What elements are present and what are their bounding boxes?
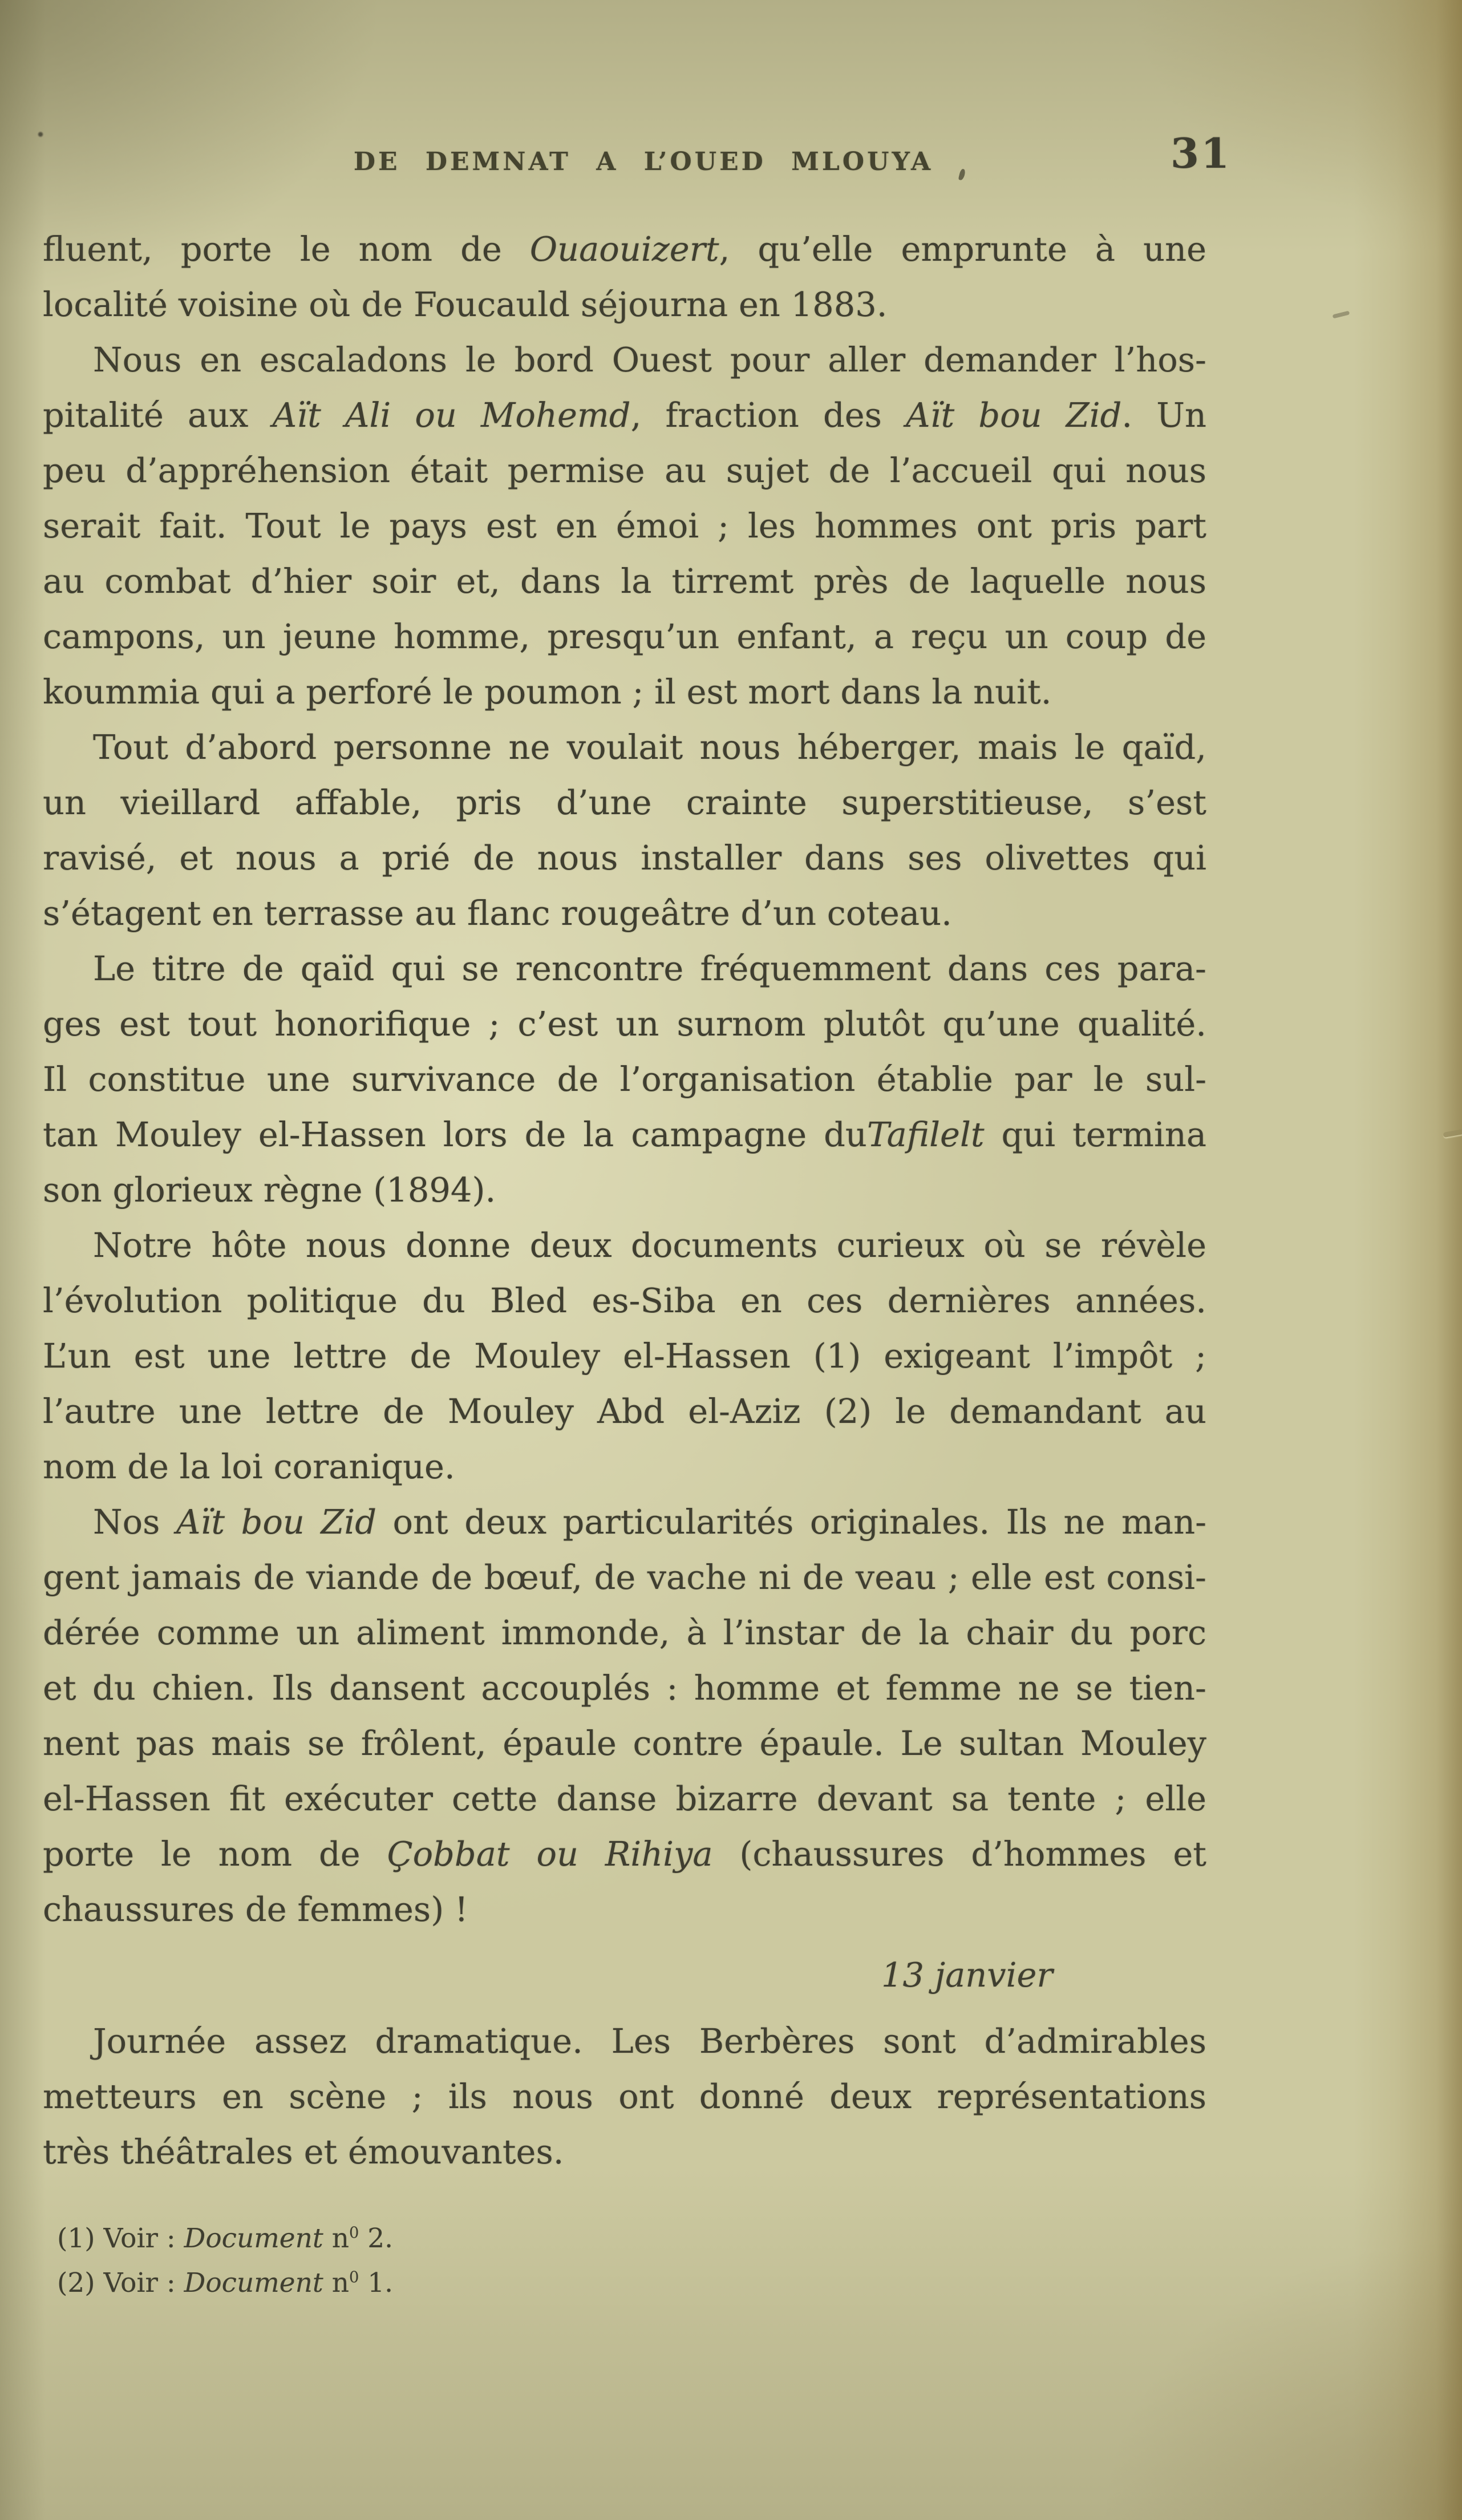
superscript-text: 0 bbox=[349, 2268, 359, 2287]
text-segment: Nos bbox=[93, 1502, 176, 1542]
text-segment: serait fait. Tout le pays est en émoi ; les hommes ont pris part bbox=[43, 506, 1206, 545]
text-line bbox=[43, 996, 1206, 1051]
text-line bbox=[43, 1328, 1206, 1384]
text-segment: 2. bbox=[359, 2223, 394, 2254]
text-line bbox=[43, 277, 1206, 332]
text-line bbox=[43, 1384, 1206, 1439]
text-segment: l’autre une lettre de Mouley Abd el-Aziz (2) le demandant au bbox=[43, 1392, 1206, 1431]
text-segment: . Un bbox=[1121, 395, 1207, 435]
text-line bbox=[43, 221, 1206, 277]
text-segment: , fraction des bbox=[630, 395, 906, 435]
text-line bbox=[43, 2069, 1206, 2124]
text-line bbox=[43, 332, 1206, 387]
text-segment: peu d’appréhension était permise au sujet de l’accueil qui nous bbox=[43, 451, 1206, 490]
text-line bbox=[43, 498, 1206, 553]
text-segment: (1) Voir : bbox=[57, 2223, 184, 2254]
text-segment: fluent, porte le nom de bbox=[43, 229, 530, 269]
text-segment: qui termina bbox=[984, 1115, 1206, 1154]
text-segment: gent jamais de viande de bœuf, de vache ni de veau ; elle est consi- bbox=[43, 1558, 1206, 1597]
text-segment: porte le nom de bbox=[43, 1834, 387, 1874]
superscript-text: 0 bbox=[349, 2224, 359, 2242]
text-line bbox=[43, 1273, 1206, 1328]
text-segment: (2) Voir : bbox=[57, 2267, 184, 2299]
text-segment: son glorieux règne (1894). bbox=[43, 1170, 496, 1210]
paper-scratch bbox=[1333, 310, 1350, 318]
footnotes bbox=[57, 2216, 1141, 2305]
text-segment: s’étagent en terrasse au flanc rougeâtre d’un coteau. bbox=[43, 893, 952, 933]
text-line bbox=[43, 443, 1206, 498]
italic-text: Document bbox=[184, 2267, 323, 2299]
text-segment: n bbox=[323, 2267, 349, 2299]
text-line bbox=[43, 885, 1206, 941]
footnote bbox=[57, 2261, 1141, 2305]
paper-scratch bbox=[1443, 1129, 1462, 1138]
italic-text: Ouaouizert bbox=[529, 229, 719, 269]
text-line bbox=[43, 609, 1206, 664]
text-segment: très théâtrales et émouvantes. bbox=[43, 2132, 564, 2171]
text-segment: Nous en escaladons le bord Ouest pour aller demander l’hos- bbox=[93, 340, 1206, 379]
text-line bbox=[43, 775, 1206, 830]
text-line bbox=[43, 1051, 1206, 1107]
text-segment: ges est tout honorifique ; c’est un surnom plutôt qu’une qualité. bbox=[43, 1004, 1206, 1043]
text-line bbox=[43, 1550, 1206, 1605]
text-line bbox=[43, 1771, 1206, 1826]
text-line bbox=[43, 941, 1206, 996]
text-segment: Notre hôte nous donne deux documents curieux où se révèle bbox=[93, 1225, 1206, 1265]
text-line bbox=[43, 1107, 1206, 1162]
page-number: 31 bbox=[1171, 129, 1232, 177]
text-segment: l’évolution politique du Bled es-Siba en ces dernières années. bbox=[43, 1281, 1206, 1320]
text-segment: Journée assez dramatique. Les Berbères sont d’admirables bbox=[93, 2021, 1206, 2061]
text-segment: Il constitue une survivance de l’organisation établie par le sul- bbox=[43, 1059, 1206, 1099]
italic-text: Document bbox=[184, 2223, 323, 2254]
text-segment: el-Hassen fit exécuter cette danse bizarre devant sa tente ; elle bbox=[43, 1779, 1206, 1818]
text-segment: Le titre de qaïd qui se rencontre fréquemment dans ces para- bbox=[93, 949, 1206, 988]
text-segment: L’un est une lettre de Mouley el-Hassen (1) exigeant l’impôt ; bbox=[43, 1336, 1206, 1376]
text-line bbox=[43, 387, 1206, 443]
text-line bbox=[43, 1439, 1206, 1494]
text-segment: Tout d’abord personne ne voulait nous héberger, mais le qaïd, bbox=[93, 727, 1206, 767]
text-line bbox=[43, 1162, 1206, 1217]
text-segment: 1. bbox=[359, 2267, 394, 2299]
text-segment: pitalité aux bbox=[43, 395, 273, 435]
text-segment: nom de la loi coranique. bbox=[43, 1447, 455, 1486]
text-line bbox=[43, 1882, 1206, 1937]
body-text bbox=[43, 221, 1206, 2179]
text-segment: , qu’elle emprunte à une bbox=[719, 229, 1206, 269]
text-line bbox=[43, 719, 1206, 775]
italic-text: 13 janvier bbox=[881, 1955, 1053, 1995]
text-line bbox=[43, 1716, 1206, 1771]
text-segment: tan Mouley el-Hassen lors de la campagne du bbox=[43, 1115, 867, 1154]
text-line bbox=[43, 1217, 1206, 1273]
text-segment: ravisé, et nous a prié de nous installer dans ses olivettes qui bbox=[43, 838, 1206, 877]
text-segment: un vieillard affable, pris d’une crainte superstitieuse, s’est bbox=[43, 783, 1206, 822]
text-line bbox=[43, 1826, 1206, 1882]
text-segment: (chaussures d’hommes et bbox=[712, 1834, 1207, 1874]
text-segment: au combat d’hier soir et, dans la tirremt près de laquelle nous bbox=[43, 561, 1206, 601]
italic-text: Aït bou Zid bbox=[176, 1502, 376, 1542]
paper-speck bbox=[37, 130, 44, 139]
text-line bbox=[43, 553, 1206, 609]
italic-text: Aït bou Zid bbox=[906, 395, 1122, 435]
italic-text: Çobbat ou Rihiya bbox=[387, 1834, 713, 1874]
text-line bbox=[43, 2013, 1206, 2069]
text-line bbox=[43, 1660, 1206, 1716]
text-line bbox=[43, 1605, 1206, 1660]
running-header: DE DEMNAT A L’OUED MLOUYA bbox=[353, 147, 934, 176]
text-segment: ont deux particularités originales. Ils ne man- bbox=[376, 1502, 1207, 1542]
footnote bbox=[57, 2216, 1141, 2261]
italic-text: Aït Ali ou Mohemd bbox=[272, 395, 631, 435]
text-line bbox=[43, 830, 1206, 885]
italic-text: Tafilelt bbox=[866, 1115, 985, 1154]
date-heading bbox=[43, 1947, 1206, 2003]
text-segment: campons, un jeune homme, presqu’un enfant, a reçu un coup de bbox=[43, 617, 1206, 656]
text-segment: localité voisine où de Foucauld séjourna en 1883. bbox=[43, 285, 888, 324]
text-segment: n bbox=[323, 2223, 349, 2254]
text-line bbox=[43, 1494, 1206, 1550]
text-segment: dérée comme un aliment immonde, à l’instar de la chair du porc bbox=[43, 1613, 1206, 1652]
text-segment: metteurs en scène ; ils nous ont donné deux représentations bbox=[43, 2077, 1206, 2116]
text-segment: et du chien. Ils dansent accouplés : homme et femme ne se tien- bbox=[43, 1668, 1206, 1708]
text-line bbox=[43, 664, 1206, 719]
text-segment: nent pas mais se frôlent, épaule contre épaule. Le sultan Mouley bbox=[43, 1724, 1206, 1763]
text-segment: chaussures de femmes) ! bbox=[43, 1890, 468, 1929]
text-segment: koummia qui a perforé le poumon ; il est mort dans la nuit. bbox=[43, 672, 1052, 711]
text-line bbox=[43, 2124, 1206, 2179]
